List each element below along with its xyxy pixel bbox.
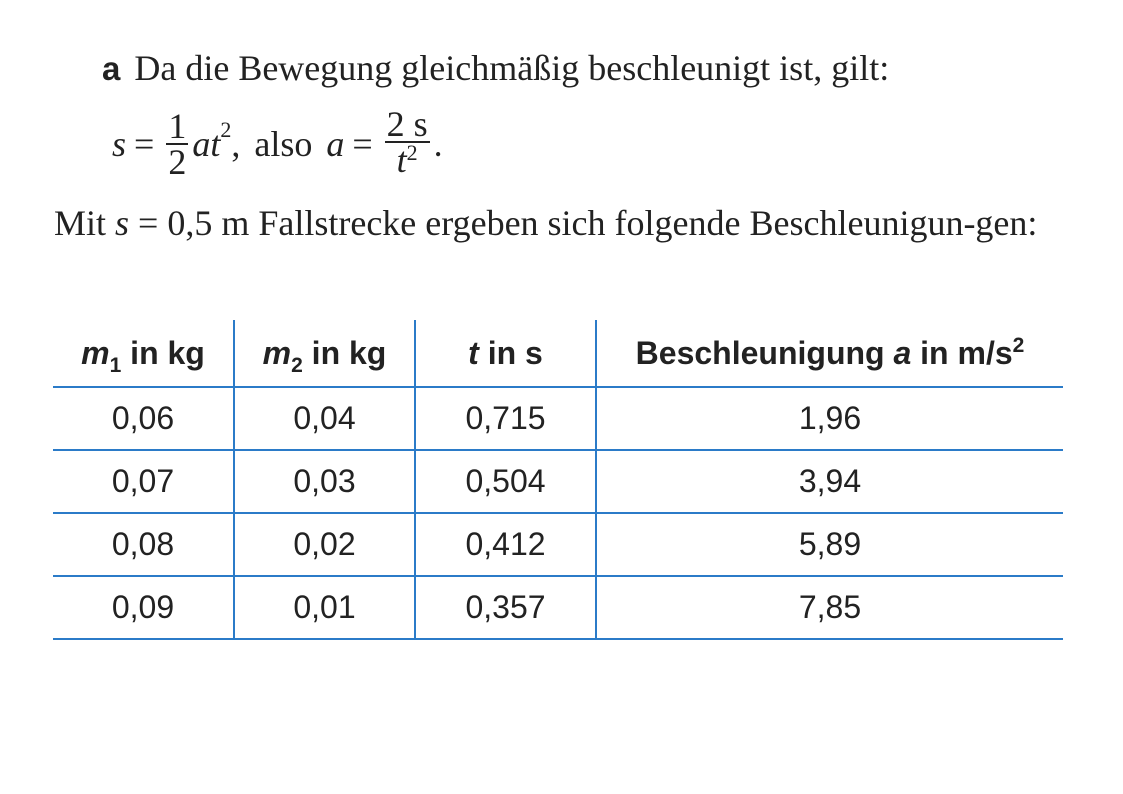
formula-equals-1: =	[134, 124, 155, 164]
fraction-one-half	[166, 106, 188, 182]
cell-a: 1,96	[596, 387, 1063, 450]
cell-m2: 0,02	[234, 513, 415, 576]
header-sub: 2	[291, 353, 303, 377]
formula-also: also	[254, 124, 313, 164]
formula	[112, 104, 443, 184]
header-unit: in m/s	[911, 334, 1013, 371]
paragraph-pre: Mit	[54, 203, 116, 243]
header-var: m	[81, 334, 110, 371]
header-unit: in kg	[302, 334, 387, 371]
paragraph	[54, 196, 1064, 250]
paragraph-var-s: s	[115, 203, 130, 243]
fraction-exponent: 2	[406, 139, 418, 165]
cell-m1: 0,06	[53, 387, 234, 450]
table-header-row	[53, 320, 1063, 387]
table-row	[53, 513, 1063, 576]
formula-exponent: 2	[220, 117, 232, 142]
cell-t: 0,412	[415, 513, 596, 576]
cell-m1: 0,09	[53, 576, 234, 639]
cell-a: 3,94	[596, 450, 1063, 513]
cell-t: 0,715	[415, 387, 596, 450]
cell-a: 5,89	[596, 513, 1063, 576]
table-row	[53, 576, 1063, 639]
formula-period: .	[433, 124, 443, 164]
formula-at: at	[192, 124, 221, 164]
header-pre: Beschleunigung	[635, 334, 894, 371]
header-m1	[53, 320, 234, 387]
table-row	[53, 450, 1063, 513]
fraction-numerator: 2 s	[386, 103, 428, 144]
formula-a: a	[326, 124, 345, 164]
header-var: m	[262, 334, 292, 371]
paragraph-post: = 0,5 m Fallstrecke ergeben sich folgende Beschleunigun-gen:	[129, 203, 1038, 243]
cell-m2: 0,03	[234, 450, 415, 513]
header-t	[415, 320, 596, 387]
cell-m2: 0,01	[234, 576, 415, 639]
intro-text: Da die Bewegung gleichmäßig beschleunigt ist, gilt:	[134, 48, 890, 88]
fraction-denominator	[395, 139, 420, 182]
cell-a: 7,85	[596, 576, 1063, 639]
header-unit: in s	[478, 334, 543, 371]
header-sup: 2	[1012, 333, 1025, 357]
table-row	[53, 387, 1063, 450]
intro-line	[102, 44, 889, 93]
header-unit: in kg	[121, 334, 205, 371]
fraction-numerator: 1	[168, 106, 187, 146]
cell-m2: 0,04	[234, 387, 415, 450]
header-var: a	[893, 334, 912, 371]
header-m2	[234, 320, 415, 387]
fraction-t: t	[396, 139, 407, 180]
cell-t: 0,357	[415, 576, 596, 639]
fraction-denominator: 2	[168, 142, 187, 182]
cell-t: 0,504	[415, 450, 596, 513]
header-acceleration	[596, 320, 1063, 387]
cell-m1: 0,08	[53, 513, 234, 576]
formula-equals-2: =	[352, 124, 373, 164]
formula-s: s	[112, 124, 127, 164]
header-var: t	[468, 334, 479, 371]
fraction-2s-over-t2	[385, 103, 430, 182]
part-label: a	[102, 50, 121, 87]
results-table	[53, 320, 1063, 640]
formula-comma: ,	[231, 124, 241, 164]
cell-m1: 0,07	[53, 450, 234, 513]
header-sub: 1	[109, 353, 122, 377]
